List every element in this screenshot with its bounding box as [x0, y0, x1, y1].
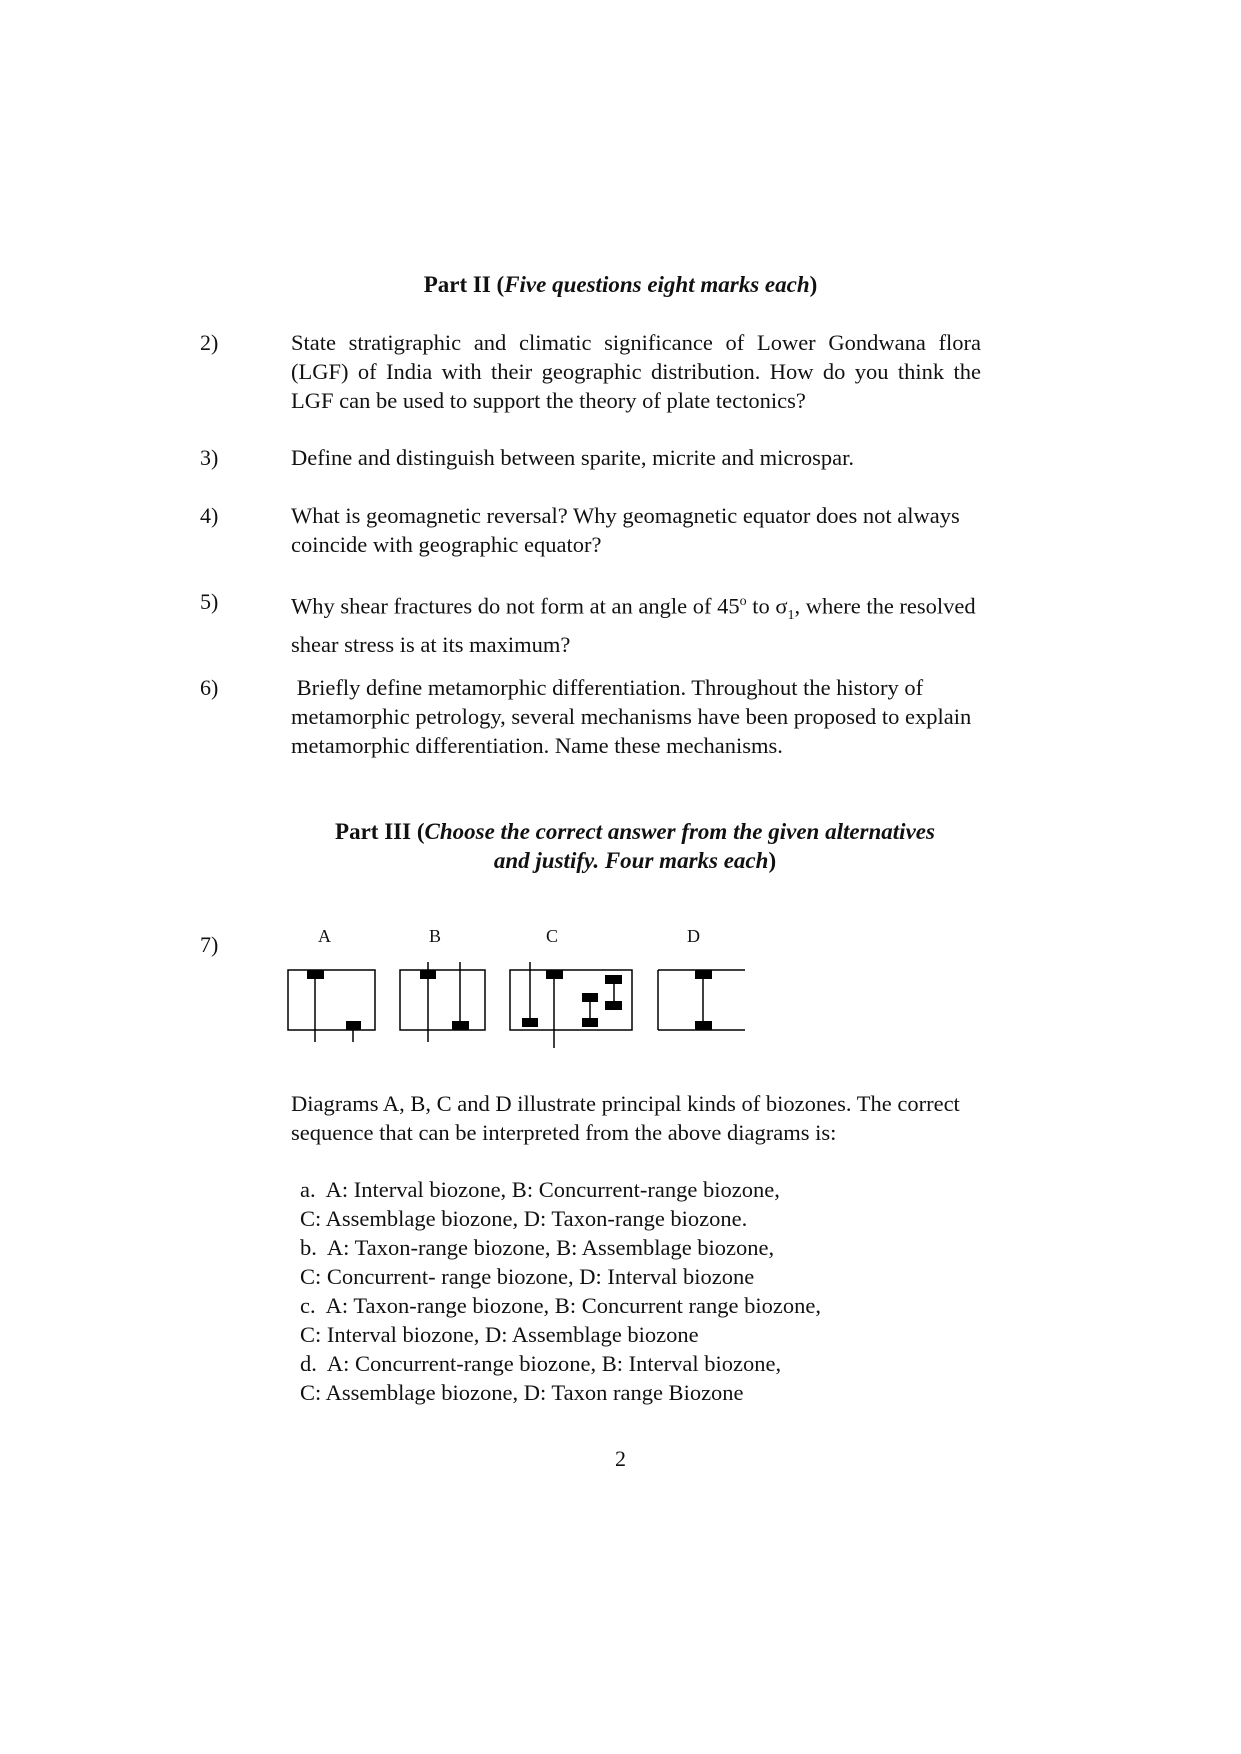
part3-title: Part III [335, 819, 412, 844]
question-number: 5) [200, 589, 219, 614]
subscript: 1 [787, 608, 795, 623]
question-number: 2) [200, 330, 219, 355]
option-line: C: Assemblage biozone, D: Taxon range Biozone [300, 1380, 744, 1405]
part2-title: Part II [423, 272, 491, 297]
diagram-d-marker [695, 1021, 712, 1030]
option-line: a. A: Interval biozone, B: Concurrent-range biozone, [300, 1177, 780, 1202]
diagram-label-c: C [546, 926, 559, 946]
diagram-b-marker [420, 970, 436, 979]
part2-heading: Part II (Five questions eight marks each) [423, 272, 818, 297]
option-line: C: Assemblage biozone, D: Taxon-range biozone. [300, 1206, 748, 1231]
option-line: d. A: Concurrent-range biozone, B: Interval biozone, [300, 1351, 782, 1376]
diagram-label-a: A [318, 926, 331, 946]
option-line: b. A: Taxon-range biozone, B: Assemblage biozone, [300, 1235, 775, 1260]
option-line: C: Concurrent- range biozone, D: Interval biozone [300, 1264, 755, 1289]
question-number: 7) [200, 932, 219, 957]
diagram-label-b: B [429, 926, 442, 946]
question-text [291, 587, 981, 659]
diagram-a-box [288, 970, 375, 1030]
part2-subtitle: Five questions eight marks each [504, 272, 810, 297]
part3-subtitle-line1: Choose the correct answer from the given alternatives [424, 819, 935, 844]
diagram-label-d: D [687, 926, 700, 946]
question-text-part: , where the resolved shear stress is at its maximum? [291, 593, 976, 657]
diagram-c-marker [605, 1001, 622, 1010]
page-number: 2 [615, 1446, 626, 1471]
diagram-c-marker [582, 993, 598, 1002]
option-line: C: Interval biozone, D: Assemblage biozone [300, 1322, 699, 1347]
degree-symbol: o [739, 594, 747, 609]
question-number: 3) [200, 445, 219, 470]
part3-heading: Part III (Choose the correct answer from the given alternatives and justify. Four marks each) [335, 819, 935, 873]
diagram-c-marker [582, 1018, 598, 1027]
question-text: Diagrams A, B, C and D illustrate principal kinds of biozones. The correct sequence that can be interpreted from the above diagrams is: [291, 1091, 960, 1145]
option-line: c. A: Taxon-range biozone, B: Concurrent range biozone, [300, 1293, 821, 1318]
diagram-b-marker [452, 1021, 469, 1030]
part3-subtitle-line2: and justify. Four marks each [493, 848, 769, 873]
biozone-diagrams [285, 960, 755, 1060]
diagram-a-marker [307, 970, 324, 979]
diagram-d-marker [695, 970, 712, 979]
question-text: What is geomagnetic reversal? Why geomagnetic equator does not always coincide with geographic equator? [291, 503, 960, 557]
question-text: Define and distinguish between sparite, micrite and microspar. [291, 445, 854, 470]
question-text-part: Why shear fractures do not form at an angle of 45 [291, 593, 740, 619]
diagram-b-box [400, 970, 485, 1030]
question-text-part: to σ [746, 593, 788, 619]
diagram-c-marker [546, 970, 563, 979]
question-number: 4) [200, 503, 219, 528]
question-number: 6) [200, 675, 219, 700]
diagram-c-marker [522, 1018, 538, 1027]
diagram-a-marker [346, 1021, 361, 1030]
question-text: Briefly define metamorphic differentiation. Throughout the history of metamorphic petrology, several mechanisms have been proposed to explain metamorphic differentiation. Name these mechanisms. [291, 675, 977, 758]
diagram-c-marker [605, 975, 622, 984]
question-text: State stratigraphic and climatic significance of Lower Gondwana flora (LGF) of India with their geographic distribution. How do you think the LGF can be used to support the theory of plate tectonics? [291, 330, 981, 413]
